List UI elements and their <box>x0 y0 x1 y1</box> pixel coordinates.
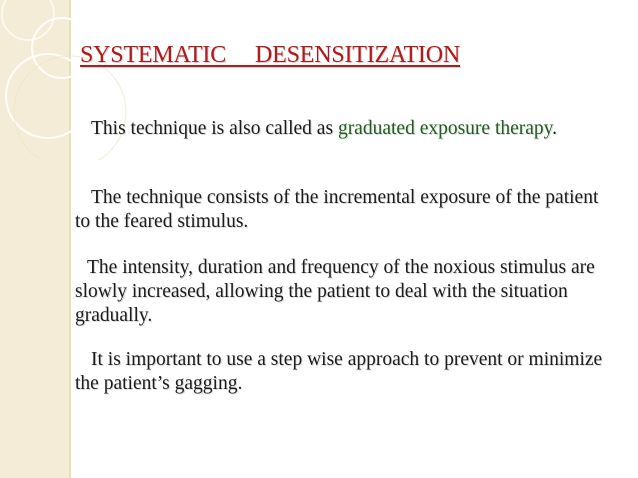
highlight-term: graduated exposure therapy <box>337 118 553 139</box>
paragraph-intensity <box>75 256 610 328</box>
paragraph-intensity-text: The intensity, duration and frequency of the noxious stimulus are slowly increased, allowing the patient to deal with the situation gradually. <box>75 257 595 326</box>
paragraph-technique-text: The technique consists of the incremental exposure of the patient to the feared stimulus. <box>75 187 599 232</box>
paragraph-alias <box>75 117 610 141</box>
paragraph-stepwise <box>75 348 610 396</box>
paragraph-alias-lead: This technique is also called as <box>91 118 338 139</box>
paragraph-stepwise-text: It is important to use a step wise approach to prevent or minimize the patient’s gagging. <box>75 349 603 394</box>
paragraph-technique <box>75 186 610 234</box>
slide-title: SYSTEMATIC DESENSITIZATION <box>80 42 460 68</box>
paragraph-alias-tail: . <box>552 118 558 139</box>
